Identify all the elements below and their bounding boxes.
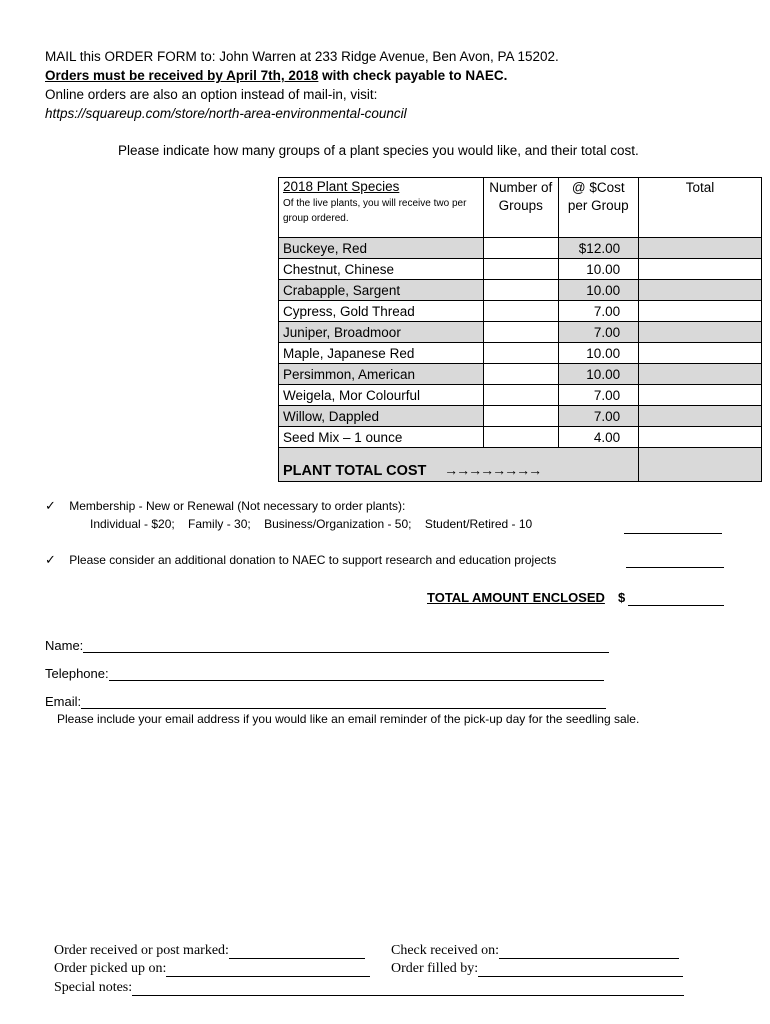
store-url[interactable]: https://squareup.com/store/north-area-environmental-council (45, 106, 407, 121)
telephone-field (45, 666, 604, 681)
table-row (279, 238, 762, 259)
table-instruction: Please indicate how many groups of a plant species you would like, and their total cost. (118, 143, 639, 158)
row-total-input[interactable] (639, 301, 762, 322)
table-row (279, 364, 762, 385)
species-header (279, 178, 484, 238)
plant-total-label: PLANT TOTAL COST (283, 463, 427, 479)
row-total-input[interactable] (639, 322, 762, 343)
plant-total-row (279, 448, 762, 482)
plant-total-input[interactable] (639, 448, 762, 482)
number-of-groups-input[interactable] (483, 385, 558, 406)
cost-per-group: 7.00 (558, 406, 639, 427)
telephone-label: Telephone: (45, 666, 109, 681)
number-of-groups-input[interactable] (483, 364, 558, 385)
total-enclosed-label: TOTAL AMOUNT ENCLOSED (427, 590, 605, 605)
email-label: Email: (45, 694, 82, 709)
online-orders-line: Online orders are also an option instead of mail-in, visit: (45, 87, 378, 102)
species-name: Cypress, Gold Thread (279, 301, 484, 322)
picked-up-label: Order picked up on: (54, 961, 167, 976)
name-field (45, 638, 609, 653)
number-of-groups-input[interactable] (483, 427, 558, 448)
row-total-input[interactable] (639, 343, 762, 364)
cost-per-group: 7.00 (558, 322, 639, 343)
species-name: Buckeye, Red (279, 238, 484, 259)
species-name: Persimmon, American (279, 364, 484, 385)
species-header-title: 2018 Plant Species (283, 179, 400, 194)
deadline-line (45, 66, 507, 85)
table-row (279, 301, 762, 322)
row-total-input[interactable] (639, 238, 762, 259)
table-row (279, 322, 762, 343)
email-field (45, 694, 606, 709)
check-received-input[interactable] (499, 944, 679, 959)
number-of-groups-input[interactable] (483, 301, 558, 322)
species-header-note: Of the live plants, you will receive two per group ordered. (283, 198, 467, 224)
species-name: Chestnut, Chinese (279, 259, 484, 280)
cost-per-group: 7.00 (558, 385, 639, 406)
total-header: Total (639, 178, 762, 238)
table-row (279, 406, 762, 427)
number-header: Number of Groups (483, 178, 558, 238)
donation-text: Please consider an additional donation to NAEC to support research and education projects (69, 553, 557, 567)
email-input[interactable] (81, 694, 606, 709)
cost-header: @ $Cost per Group (558, 178, 639, 238)
species-name: Seed Mix – 1 ounce (279, 427, 484, 448)
name-input[interactable] (83, 638, 609, 653)
table-row (279, 259, 762, 280)
table-row (279, 280, 762, 301)
donation-section (45, 552, 556, 568)
membership-section (45, 498, 405, 514)
cost-per-group: 4.00 (558, 427, 639, 448)
cost-per-group: 10.00 (558, 343, 639, 364)
dollar-sign: $ (618, 590, 626, 605)
species-name: Weigela, Mor Colourful (279, 385, 484, 406)
deadline-underlined: Orders must be received by April 7th, 2018 (45, 68, 319, 83)
row-total-input[interactable] (639, 280, 762, 301)
mail-instructions: MAIL this ORDER FORM to: John Warren at 233 Ridge Avenue, Ben Avon, PA 15202. (45, 49, 559, 64)
name-label: Name: (45, 638, 84, 653)
cost-per-group: 10.00 (558, 364, 639, 385)
species-name: Crabapple, Sargent (279, 280, 484, 301)
filled-by-input[interactable] (478, 962, 683, 977)
table-header-row (279, 178, 762, 238)
email-note: Please include your email address if you would like an email reminder of the pick-up day for the seedling sale. (57, 712, 640, 726)
special-notes-label: Special notes: (54, 980, 133, 995)
number-of-groups-input[interactable] (483, 406, 558, 427)
special-notes-input[interactable] (132, 981, 684, 996)
picked-up-input[interactable] (166, 962, 370, 977)
filled-by-field (391, 961, 683, 977)
order-received-input[interactable] (229, 944, 365, 959)
telephone-input[interactable] (109, 666, 604, 681)
row-total-input[interactable] (639, 406, 762, 427)
picked-up-field (54, 961, 370, 977)
number-of-groups-input[interactable] (483, 322, 558, 343)
membership-title: Membership - New or Renewal (Not necessary to order plants): (69, 499, 406, 513)
row-total-input[interactable] (639, 427, 762, 448)
check-received-label: Check received on: (391, 943, 500, 958)
special-notes-field (54, 980, 684, 996)
order-received-label: Order received or post marked: (54, 943, 229, 958)
cost-per-group: 10.00 (558, 280, 639, 301)
arrow-icon: →→→→→→→→ (444, 462, 541, 478)
membership-options: Individual - $20; Family - 30; Business/Organization - 50; Student/Retired - 10 (90, 517, 533, 531)
number-of-groups-input[interactable] (483, 343, 558, 364)
row-total-input[interactable] (639, 259, 762, 280)
species-name: Willow, Dappled (279, 406, 484, 427)
number-of-groups-input[interactable] (483, 280, 558, 301)
row-total-input[interactable] (639, 385, 762, 406)
order-received-field (54, 943, 365, 959)
number-of-groups-input[interactable] (483, 259, 558, 280)
number-of-groups-input[interactable] (483, 238, 558, 259)
species-name: Maple, Japanese Red (279, 343, 484, 364)
cost-per-group: 10.00 (558, 259, 639, 280)
check-received-field (391, 943, 679, 959)
donation-amount-line[interactable] (626, 553, 724, 568)
deadline-rest: with check payable to NAEC. (318, 68, 508, 83)
cost-per-group: $12.00 (558, 238, 639, 259)
total-enclosed-line[interactable] (628, 591, 724, 606)
table-row (279, 385, 762, 406)
table-row (279, 427, 762, 448)
row-total-input[interactable] (639, 364, 762, 385)
filled-by-label: Order filled by: (391, 961, 479, 976)
checkmark-icon: ✓ (45, 552, 56, 567)
table-row (279, 343, 762, 364)
checkmark-icon: ✓ (45, 498, 56, 513)
plant-total-label-cell (279, 448, 639, 482)
cost-per-group: 7.00 (558, 301, 639, 322)
species-name: Juniper, Broadmoor (279, 322, 484, 343)
plant-order-table (278, 177, 762, 482)
membership-amount-line[interactable] (624, 519, 722, 534)
